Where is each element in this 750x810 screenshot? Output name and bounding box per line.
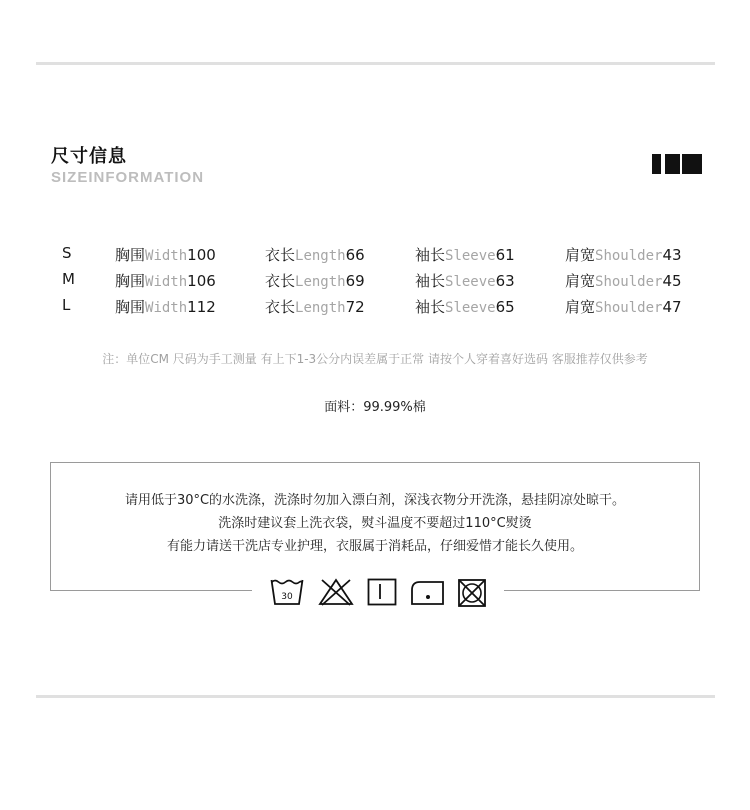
sleeve-measure: 袖长Sleeve65: [415, 298, 515, 316]
svg-text:30: 30: [281, 592, 293, 602]
section-subtitle: SIZEINFORMATION: [51, 169, 205, 186]
width-measure: 胸围Width106: [115, 272, 216, 290]
iron-low-icon: [410, 578, 446, 606]
sleeve-measure: 袖长Sleeve61: [415, 246, 515, 264]
length-measure: 衣长Length66: [265, 246, 365, 264]
size-row: [62, 296, 712, 322]
width-measure: 胸围Width112: [115, 298, 216, 316]
measurement-note: 注：单位CM 尺码为手工测量 有上下1-3公分内误差属于正常 请按个人穿着喜好选码 客服推荐仅供参考: [102, 352, 648, 366]
shoulder-measure: 肩宽Shoulder45: [565, 272, 682, 290]
size-table: [62, 244, 712, 322]
shoulder-measure: 肩宽Shoulder43: [565, 246, 682, 264]
bottom-divider: [36, 695, 715, 698]
width-measure: 胸围Width100: [115, 246, 216, 264]
size-label: S: [62, 244, 72, 262]
top-divider: [36, 62, 715, 65]
fabric-info: 面料：99.99%棉: [324, 400, 426, 415]
length-measure: 衣长Length69: [265, 272, 365, 290]
care-icons: [252, 572, 504, 612]
size-label: L: [62, 296, 71, 314]
size-row: [62, 270, 712, 296]
care-line: 有能力请送干洗店专业护理，衣服属于消耗品，仔细爱惜才能长久使用。: [166, 539, 583, 554]
care-line: 洗涤时建议套上洗衣袋，熨斗温度不要超过110°C熨烫: [218, 516, 532, 531]
wash-30-icon: [270, 578, 304, 606]
line-dry-icon: [367, 578, 397, 606]
no-bleach-icon: [318, 578, 354, 606]
shoulder-measure: 肩宽Shoulder47: [565, 298, 682, 316]
sleeve-measure: 袖长Sleeve63: [415, 272, 515, 290]
care-instructions-text: [0, 489, 750, 558]
care-line: 请用低于30°C的水洗涤，洗涤时勿加入漂白剂，深浅衣物分开洗涤，悬挂阴凉处晾干。: [124, 493, 626, 508]
size-row: [62, 244, 712, 270]
section-title: 尺寸信息: [51, 146, 127, 167]
no-tumble-dry-icon: [457, 578, 487, 608]
length-measure: 衣长Length72: [265, 298, 365, 316]
size-label: M: [62, 270, 75, 288]
